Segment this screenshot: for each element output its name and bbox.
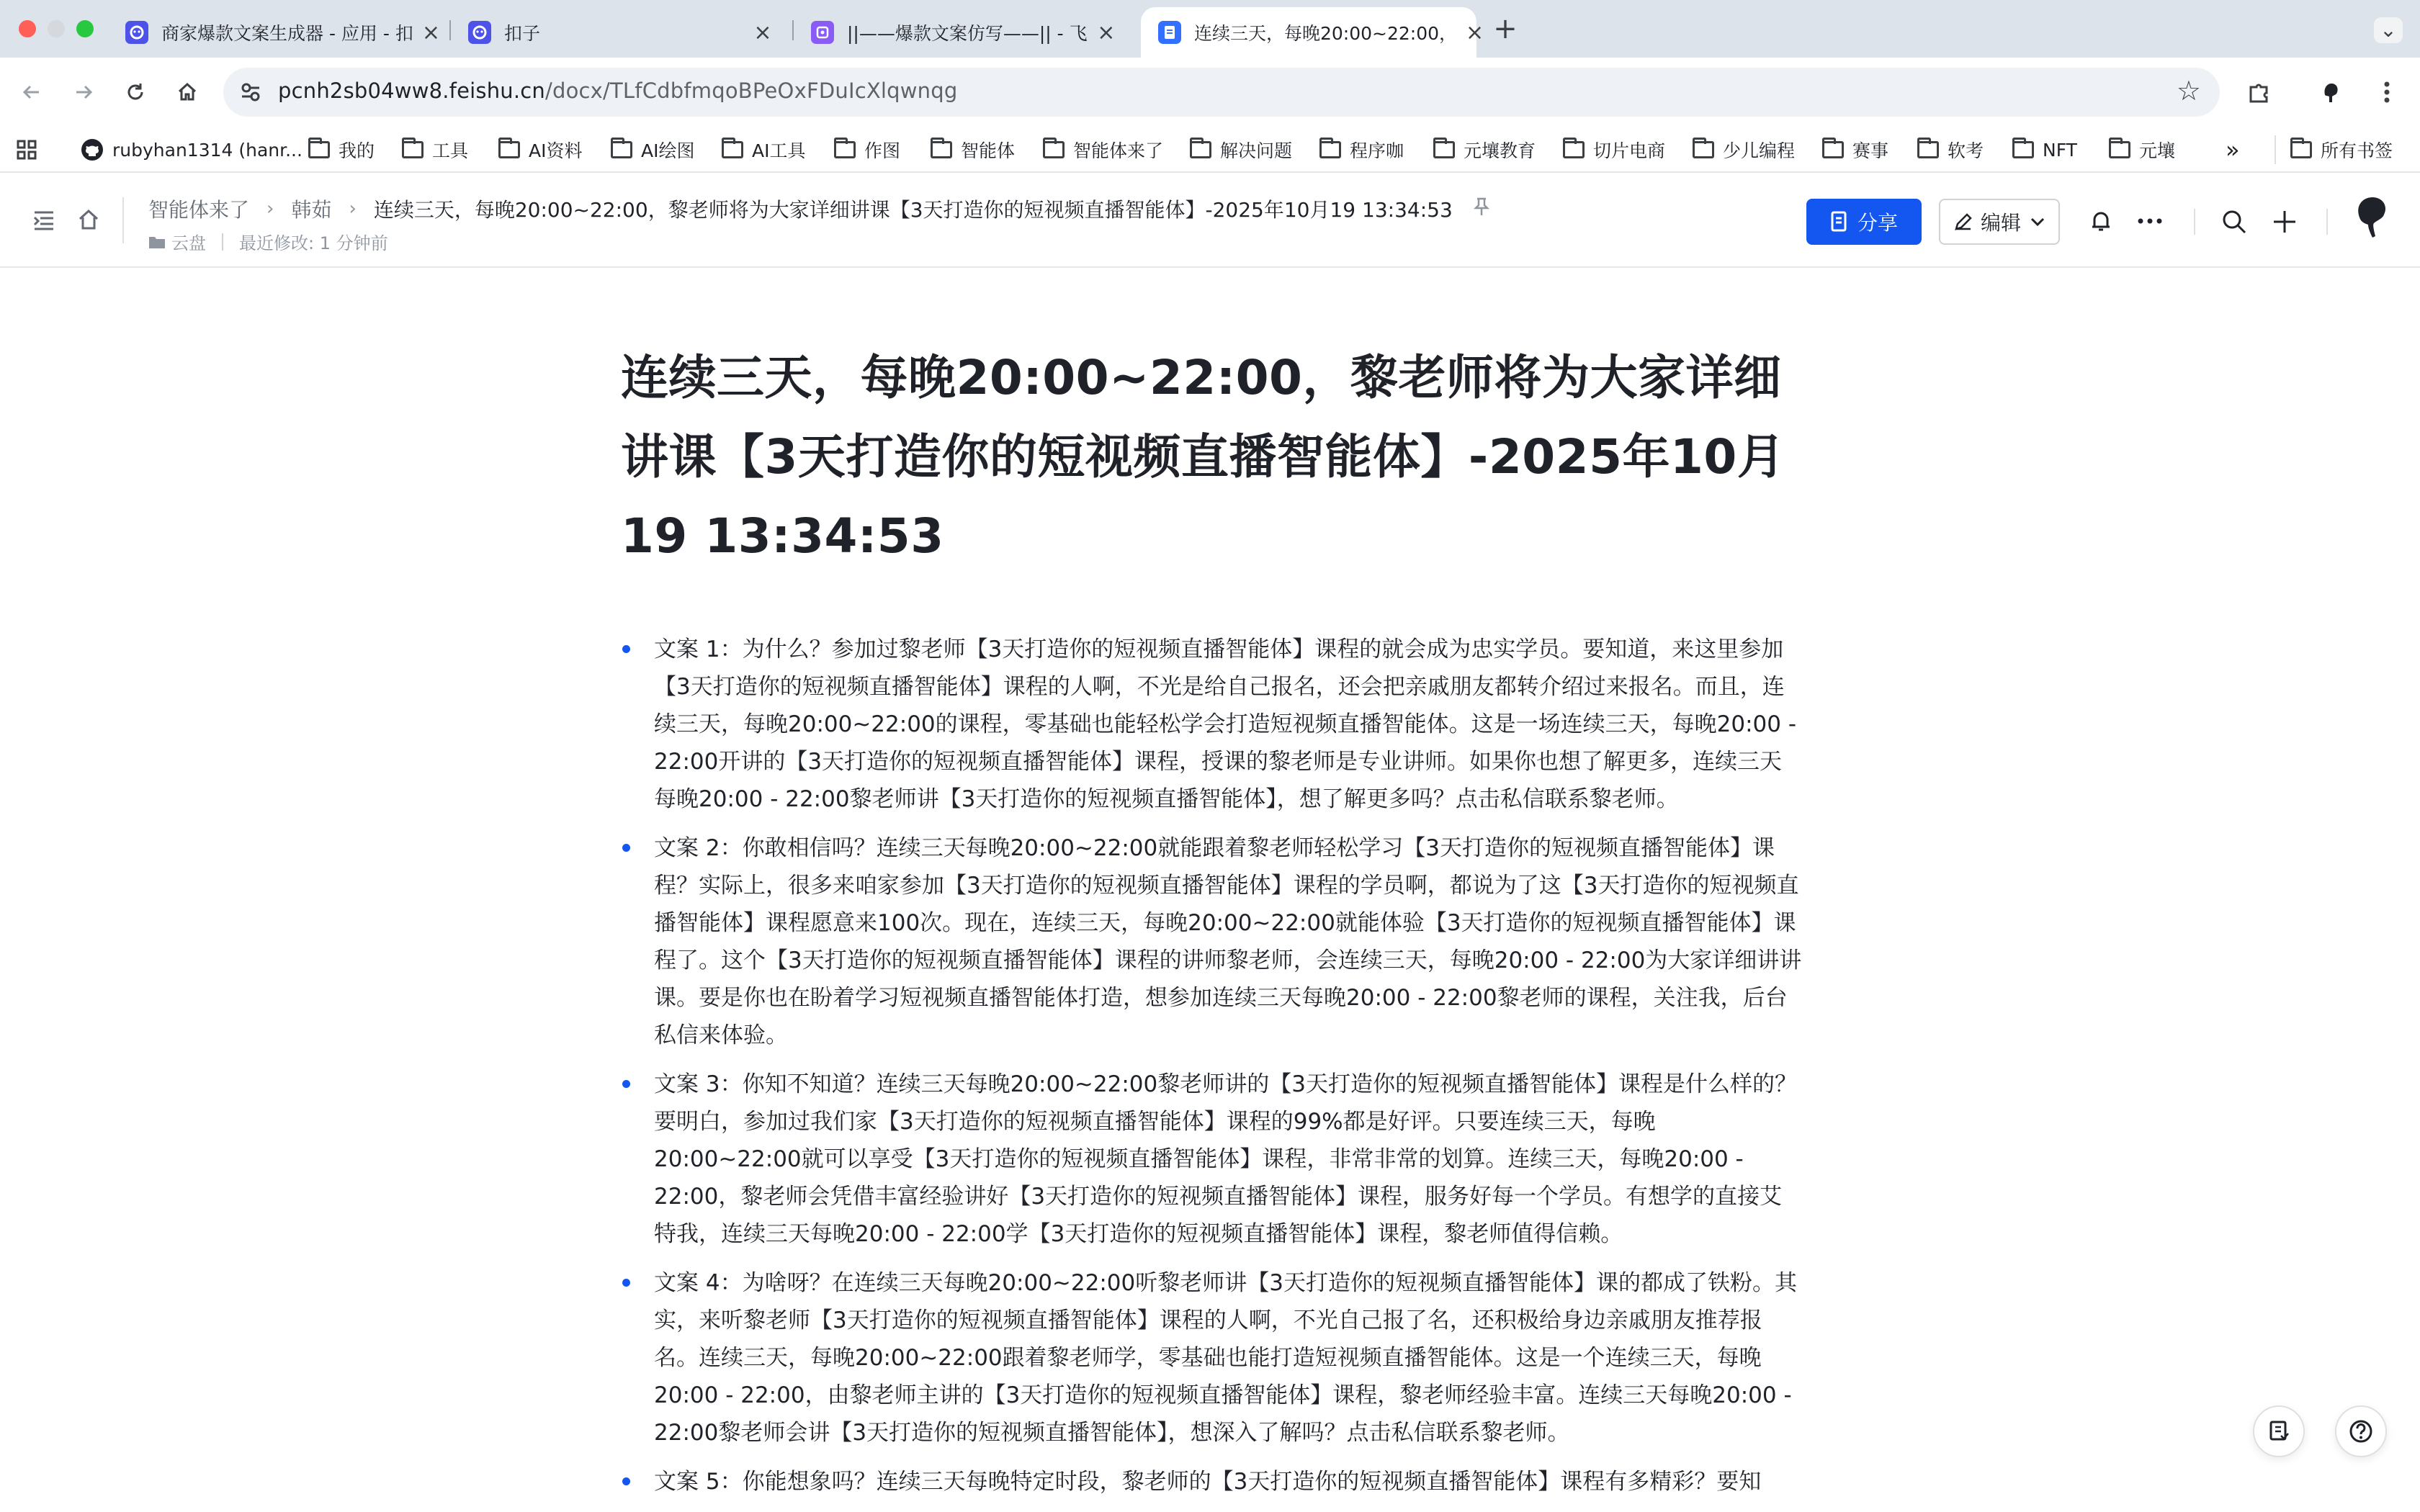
- share-button[interactable]: 分享: [1806, 199, 1922, 245]
- user-avatar[interactable]: [2349, 194, 2393, 245]
- folder-icon: [1917, 141, 1939, 158]
- chevron-right-icon: ›: [266, 198, 274, 220]
- folder-icon: [2012, 141, 2034, 158]
- notification-bell-icon[interactable]: [2089, 209, 2113, 236]
- all-bookmarks-folder[interactable]: 所有书签: [2275, 135, 2393, 164]
- bookmark-folder[interactable]: 程序咖: [1319, 135, 1404, 164]
- divider: [122, 197, 124, 243]
- bookmark-folder[interactable]: 作图: [834, 135, 900, 164]
- bookmark-folder[interactable]: 我的: [308, 135, 375, 164]
- folder-icon: [148, 235, 166, 249]
- bookmark-folder[interactable]: 元壤教育: [1433, 135, 1536, 164]
- browser-tab[interactable]: [108, 7, 448, 58]
- folder-icon: [1822, 141, 1844, 158]
- browser-tab-active[interactable]: [1141, 7, 1484, 58]
- help-float-button[interactable]: [2335, 1405, 2387, 1457]
- close-tab-icon[interactable]: ×: [1097, 19, 1116, 45]
- more-options-icon[interactable]: [2136, 212, 2164, 233]
- breadcrumb-current[interactable]: 连续三天，每晚20:00~22:00，黎老师将为大家详细讲课【3天打造你的短视频直播智能体】-2025年10月19 13:34:53: [373, 198, 1453, 222]
- browser-tab[interactable]: [794, 7, 1134, 58]
- back-arrow-icon[interactable]: [12, 72, 52, 112]
- list-item[interactable]: [621, 1463, 1802, 1500]
- help-icon: [2349, 1419, 2373, 1444]
- bullet-icon: [622, 1279, 630, 1287]
- catalog-float-button[interactable]: [2253, 1405, 2305, 1457]
- document-meta: [148, 229, 388, 254]
- url-text: pcnh2sb04ww8.feishu.cn/docx/TLfCdbfmqoBPeOxFDuIcXlqwnqg: [278, 78, 958, 103]
- bookmark-folder[interactable]: 智能体来了: [1043, 135, 1163, 164]
- maximize-window-button[interactable]: [76, 20, 94, 37]
- list-item-text: 文案 4：为啥呀？在连续三天每晚20:00~22:00听黎老师讲【3天打造你的短视频直播智能体】课的都成了铁粉。其实，来听黎老师【3天打造你的短视频直播智能体】课程的人啊，不光自己报了名，还积极给身边亲戚朋友推荐报名。连续三天，每晚20:00~22:00跟着黎老师学，零基础也能打造短视频直播智能体。这是一个连续三天，每晚20:00 - 22:00，由黎老师主讲的【3天打造你的短视频直播智能体】课程，黎老师经验丰富。连续三天每晚20:00 - 22:00黎老师会讲【3天打造你的短视频直播智能体】，想深入了解吗？点击私信联系黎老师。: [654, 1270, 1797, 1446]
- breadcrumb-item[interactable]: 智能体来了: [148, 198, 250, 222]
- bookmark-folder[interactable]: AI资料: [498, 135, 582, 164]
- app-icon: [811, 21, 834, 44]
- last-modified: 最近修改: 1 分钟前: [239, 233, 388, 253]
- add-icon[interactable]: [2272, 209, 2298, 238]
- bookmark-item[interactable]: rubyhan1314 (hanr...: [81, 135, 302, 164]
- coze-icon: [125, 21, 148, 44]
- bookmark-folder[interactable]: 软考: [1917, 135, 1984, 164]
- bookmark-folder[interactable]: 解决问题: [1190, 135, 1292, 164]
- close-window-button[interactable]: [19, 20, 36, 37]
- list-item[interactable]: [621, 829, 1802, 1054]
- document-body: [621, 338, 1802, 1512]
- bullet-icon: [622, 1477, 630, 1485]
- bookmark-star-icon[interactable]: ☆: [2176, 75, 2201, 107]
- forward-arrow-icon[interactable]: [63, 72, 104, 112]
- folder-icon: [1043, 141, 1065, 158]
- outline-toggle-icon[interactable]: [32, 207, 56, 235]
- folder-icon: [1433, 141, 1455, 158]
- minimize-window-button[interactable]: [48, 20, 65, 37]
- bookmark-folder[interactable]: AI工具: [722, 135, 805, 164]
- browser-menu-icon[interactable]: [2367, 72, 2407, 112]
- tab-title: 连续三天，每晚20:00~22:00，: [1194, 23, 1458, 44]
- list-item-text: 文案 2：你敢相信吗？连续三天每晚20:00~22:00就能跟着黎老师轻松学习【3天打造你的短视频直播智能体】课程？实际上，很多来咱家参加【3天打造你的短视频直播智能体】课程的学员啊，都说为了这【3天打造你的短视频直播智能体】课程愿意来100次。现在，连续三天，每晚20:00~22:00就能体验【3天打造你的短视频直播智能体】课程了。这个【3天打造你的短视频直播智能体】课程的讲师黎老师，会连续三天，每晚20:00 - 22:00为大家详细讲讲课。要是你也在盼着学习短视频直播智能体打造，想参加连续三天每晚20:00 - 22:00黎老师的课程，关注我，后台私信来体验。: [654, 835, 1802, 1048]
- bookmark-folder[interactable]: 元壤: [2109, 135, 2175, 164]
- bookmark-folder[interactable]: 切片电商: [1563, 135, 1665, 164]
- tab-search-chevron-icon[interactable]: ⌄: [2374, 17, 2403, 43]
- site-settings-icon[interactable]: [238, 79, 264, 105]
- profile-avatar-icon[interactable]: [2311, 72, 2351, 112]
- divider: [2194, 209, 2195, 235]
- new-tab-button[interactable]: +: [1493, 12, 1518, 45]
- folder-icon: [722, 141, 743, 158]
- reload-icon[interactable]: [115, 72, 156, 112]
- tab-title: ||——爆款文案仿写——|| - 飞: [847, 23, 1088, 44]
- extensions-icon[interactable]: [2238, 72, 2279, 112]
- folder-icon: [834, 141, 856, 158]
- apps-grid-icon[interactable]: [16, 135, 37, 164]
- github-icon: [81, 138, 104, 161]
- feishu-doc-icon: [1158, 21, 1181, 44]
- bullet-icon: [622, 1080, 630, 1088]
- folder-icon: [1319, 141, 1341, 158]
- search-icon[interactable]: [2221, 209, 2247, 238]
- browser-toolbar: [0, 58, 2420, 127]
- folder-icon: [611, 141, 632, 158]
- divider: [2326, 209, 2328, 235]
- document-header: [0, 173, 2420, 268]
- list-item[interactable]: [621, 1264, 1802, 1452]
- folder-icon: [402, 141, 424, 158]
- close-tab-icon[interactable]: ×: [1466, 19, 1484, 45]
- more-bookmarks-chevron-icon[interactable]: »: [2226, 136, 2240, 163]
- bookmarks-bar: [0, 127, 2420, 173]
- list-item-text: 文案 1：为什么？参加过黎老师【3天打造你的短视频直播智能体】课程的就会成为忠实学员。要知道，来这里参加【3天打造你的短视频直播智能体】课程的人啊，不光是给自己报名，还会把亲戚朋友都转介绍过来报名。而且，连续三天，每晚20:00~22:00的课程，零基础也能轻松学会打造短视频直播智能体。这是一场连续三天，每晚20:00 - 22:00开讲的【3天打造你的短视频直播智能体】课程，授课的黎老师是专业讲师。如果你也想了解更多，连续三天每晚20:00 - 22:00黎老师讲【3天打造你的短视频直播智能体】，想了解更多吗？点击私信联系黎老师。: [654, 636, 1797, 812]
- copy-list: [621, 631, 1802, 1500]
- document-title[interactable]: 连续三天，每晚20:00~22:00，黎老师将为大家详细讲课【3天打造你的短视频直播智能体】-2025年10月19 13:34:53: [621, 350, 1785, 564]
- folder-icon: [931, 141, 952, 158]
- list-item[interactable]: [621, 631, 1802, 818]
- tab-title: 扣子: [504, 23, 541, 44]
- browser-tab-strip: [0, 0, 2420, 58]
- bookmark-folder[interactable]: 智能体: [931, 135, 1015, 164]
- chevron-right-icon: ›: [349, 198, 357, 220]
- share-doc-icon: [1830, 211, 1849, 233]
- coze-icon: [468, 21, 491, 44]
- pin-icon[interactable]: [1473, 197, 1490, 222]
- browser-tab[interactable]: [451, 7, 791, 58]
- close-tab-icon[interactable]: ×: [753, 19, 772, 45]
- edit-mode-dropdown[interactable]: 编辑: [1939, 199, 2060, 245]
- list-item-text: 文案 3：你知不知道？连续三天每晚20:00~22:00黎老师讲的【3天打造你的短视频直播智能体】课程是什么样的？要明白，参加过我们家【3天打造你的短视频直播智能体】课程的99%都是好评。只要连续三天，每晚20:00~22:00就可以享受【3天打造你的短视频直播智能体】课程，非常非常的划算。连续三天，每晚20:00 - 22:00，黎老师会凭借丰富经验讲好【3天打造你的短视频直播智能体】课程，服务好每一个学员。有想学的直接艾特我，连续三天每晚20:00 - 22:00学【3天打造你的短视频直播智能体】课程，黎老师值得信赖。: [654, 1071, 1797, 1247]
- breadcrumb: [148, 194, 1490, 223]
- bookmark-folder[interactable]: 赛事: [1822, 135, 1888, 164]
- folder-icon: [1563, 141, 1585, 158]
- folder-icon: [2290, 141, 2312, 158]
- folder-icon: [308, 141, 330, 158]
- list-item[interactable]: [621, 1066, 1802, 1253]
- bookmark-folder[interactable]: NFT: [2012, 135, 2077, 164]
- folder-icon: [1190, 141, 1211, 158]
- chevron-down-icon: [2030, 217, 2045, 227]
- folder-icon: [498, 141, 520, 158]
- list-item-text: 文案 5：你能想象吗？连续三天每晚特定时段，黎老师的【3天打造你的短视频直播智能体】课程有多精彩？要知: [654, 1469, 1762, 1495]
- home-icon[interactable]: [167, 72, 207, 112]
- folder-icon: [1693, 141, 1714, 158]
- bookmark-folder[interactable]: AI绘图: [611, 135, 694, 164]
- close-tab-icon[interactable]: ×: [421, 19, 440, 45]
- breadcrumb-item[interactable]: 韩茹: [291, 198, 332, 222]
- bullet-icon: [622, 844, 630, 852]
- document-list-icon: [2268, 1420, 2290, 1443]
- tab-title: 商家爆款文案生成器 - 应用 - 扣: [161, 23, 413, 44]
- location-label[interactable]: 云盘: [171, 233, 206, 253]
- pencil-icon: [1953, 212, 1973, 232]
- folder-icon: [2109, 141, 2130, 158]
- home-icon[interactable]: [76, 207, 101, 235]
- address-bar[interactable]: [223, 68, 2220, 117]
- bookmark-folder[interactable]: 工具: [402, 135, 468, 164]
- bullet-icon: [622, 645, 630, 653]
- bookmark-folder[interactable]: 少儿编程: [1693, 135, 1795, 164]
